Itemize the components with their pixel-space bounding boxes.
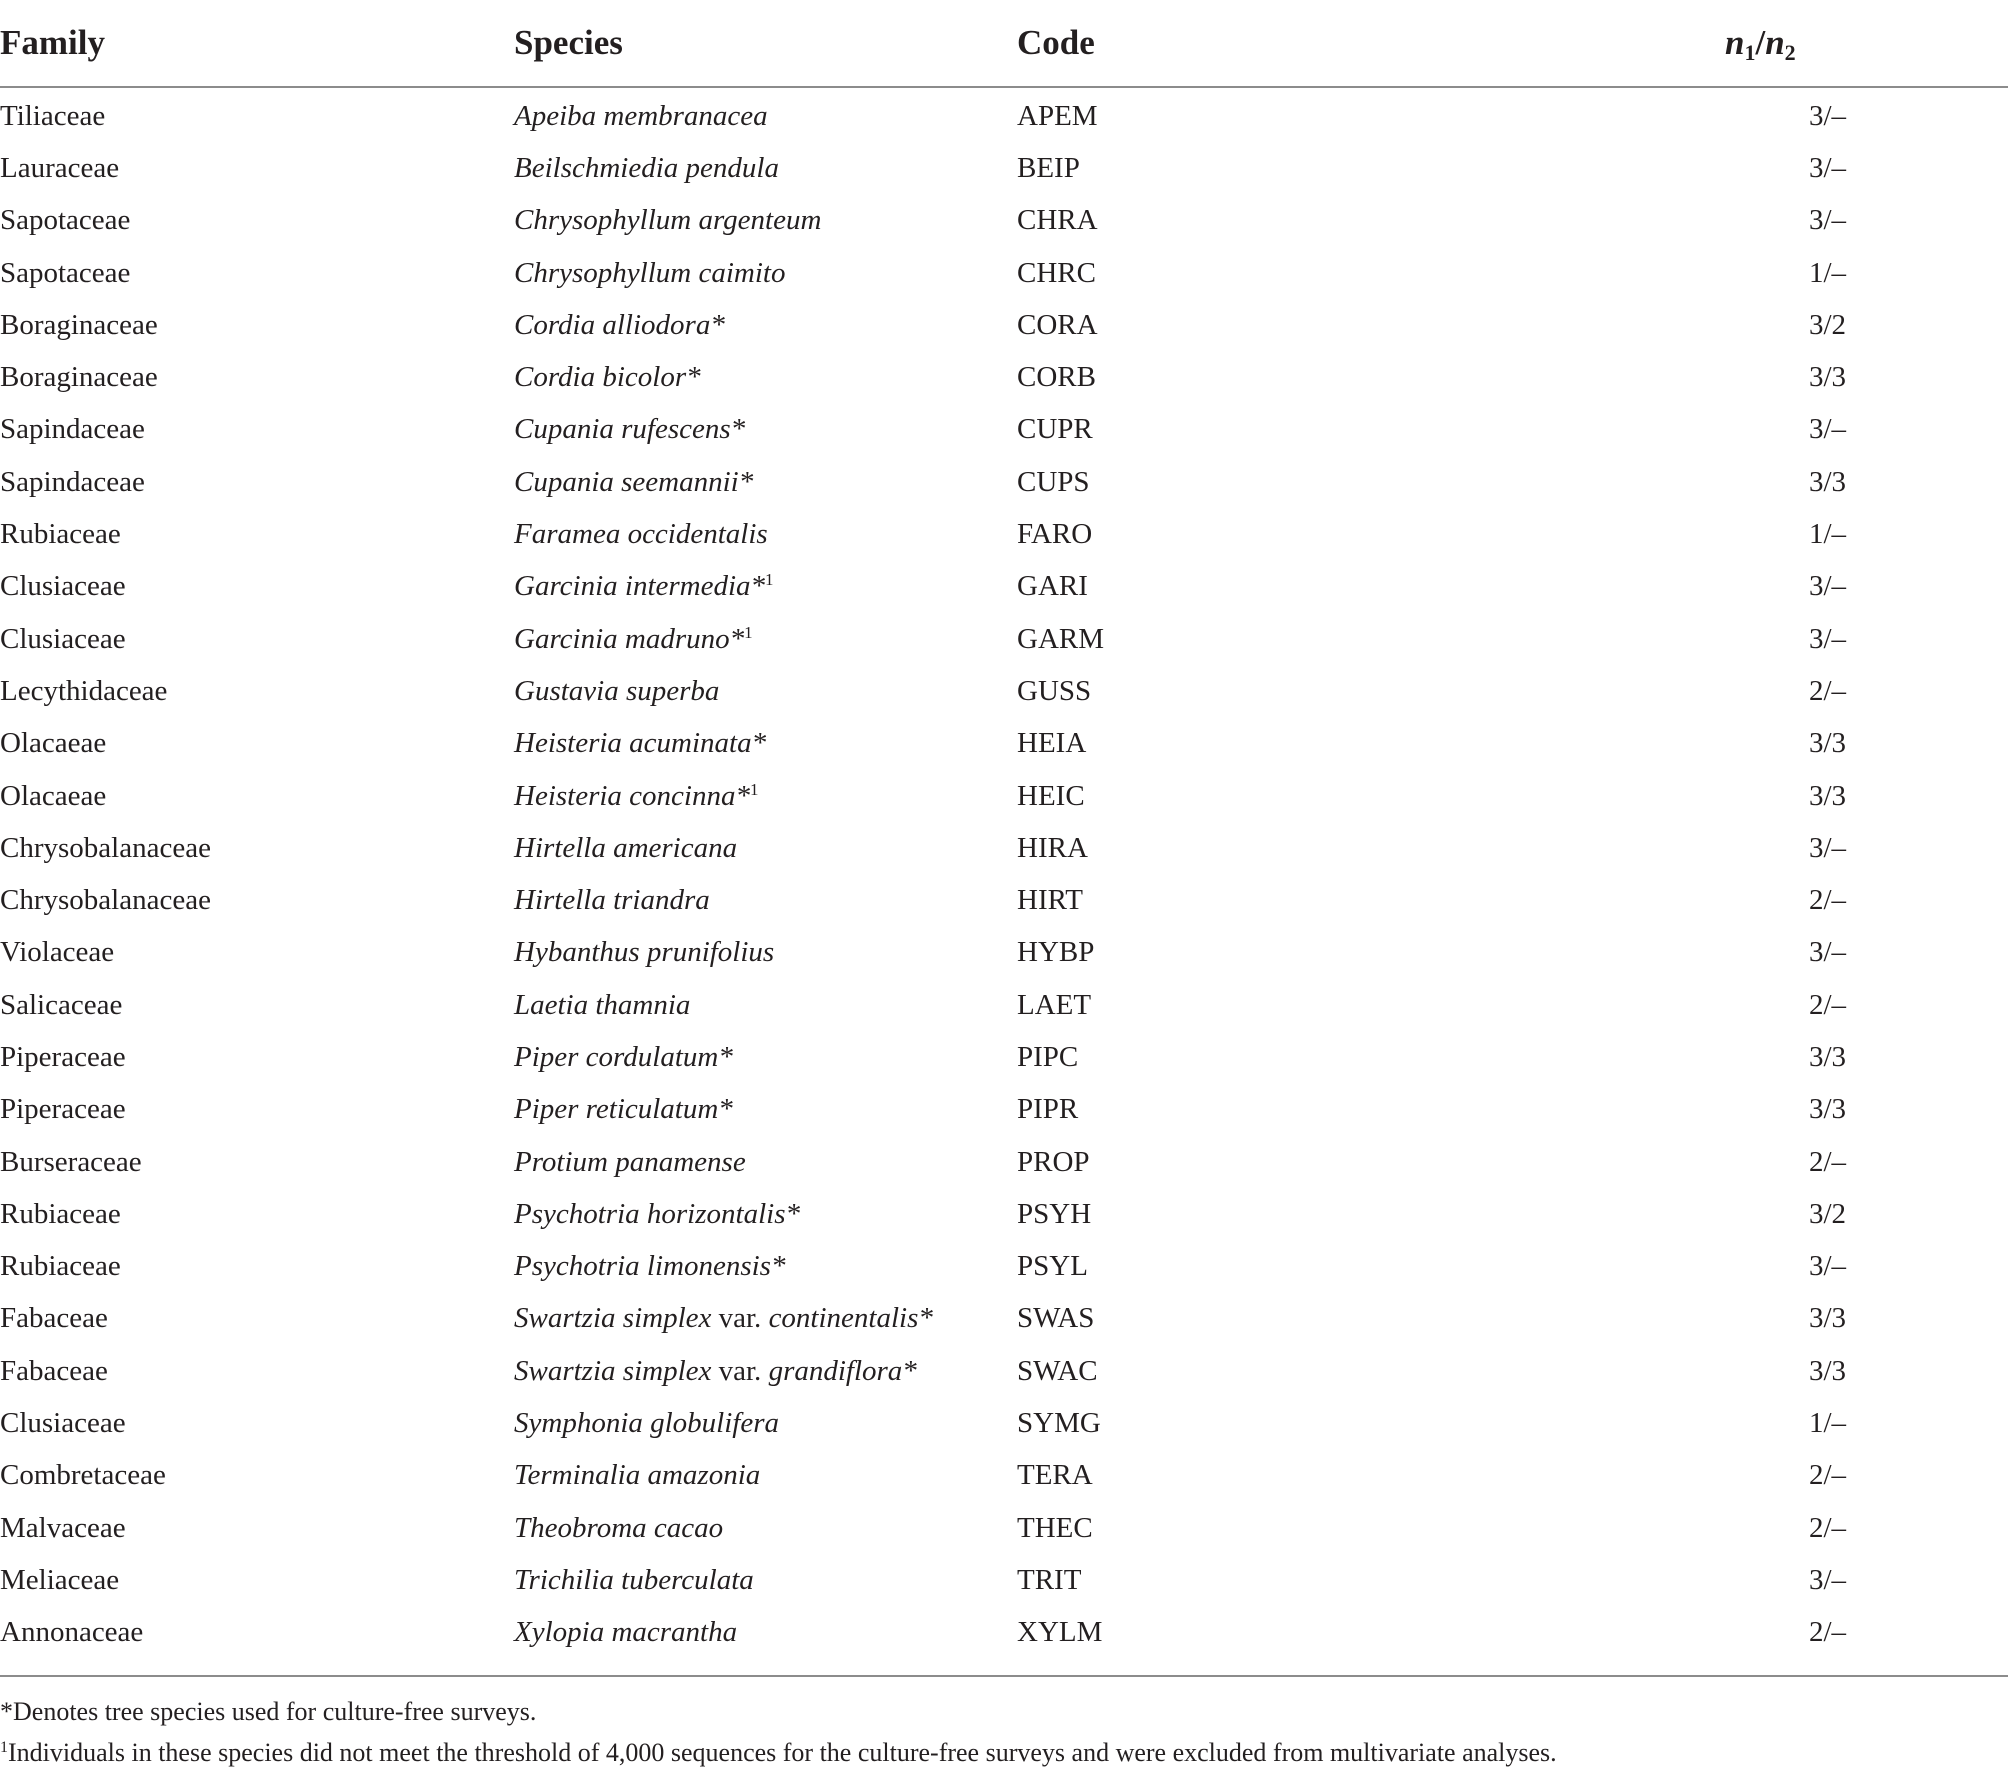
cell-family: Annonaceae [0,1616,144,1649]
cell-species [514,142,1017,194]
table-row [0,718,2008,770]
species-rank-var: var. [718,1354,762,1387]
cell-family: Sapindaceae [0,413,145,446]
species-name-part: Swartzia simplex [514,1302,719,1335]
cell-code: HYBP [1017,936,1095,969]
cell-family: Tiliaceae [0,99,106,132]
cell-species [514,927,1017,979]
table-body [0,87,2008,1669]
footnote-star: *Denotes tree species used for culture-free surveys. [0,1696,537,1726]
species-footnote-mark: 1 [749,779,759,799]
species-name: Heisteria acuminata* [514,727,767,760]
species-name: Cupania seemannii* [514,465,754,498]
cell-species [514,1031,1017,1083]
footnotes [0,1677,2008,1773]
cell-family: Clusiaceae [0,1407,126,1440]
table-row [0,247,2008,299]
cell-species [514,665,1017,717]
cell-species [514,404,1017,456]
cell-family: Lauraceae [0,151,120,184]
cell-n-ratio: 3/2 [1808,1197,1847,1230]
table-row [0,1293,2008,1345]
cell-family: Piperaceae [0,1093,126,1126]
cell-n-ratio: 2/– [1808,884,1847,917]
cell-code: SYMG [1017,1407,1101,1440]
table-row [0,1450,2008,1502]
cell-code: SWAC [1017,1354,1098,1387]
header-n-ratio [1647,0,2008,87]
table-row [0,508,2008,560]
cell-family: Olacaeae [0,727,107,760]
species-name: Trichilia tuberculata [514,1563,754,1596]
species-name: Piper cordulatum* [514,1040,733,1073]
cell-family: Olacaeae [0,779,107,812]
cell-family: Piperaceae [0,1040,126,1073]
species-name: Laetia thamnia [514,988,691,1021]
cell-species [514,1293,1017,1345]
cell-family: Rubiaceae [0,1197,121,1230]
species-name: Hirtella triandra [514,884,710,917]
table-header-row [0,0,2008,87]
species-name: Beilschmiedia pendula [514,151,779,184]
footnote-one [0,1732,2008,1773]
species-name: Terminalia amazonia [514,1459,761,1492]
species-name: Cordia bicolor* [514,361,701,394]
header-n2-subscript: 2 [1784,40,1796,65]
cell-code: CORA [1017,308,1098,341]
cell-family: Clusiaceae [0,570,126,603]
cell-species [514,1188,1017,1240]
cell-n-ratio: 3/3 [1808,1040,1847,1073]
cell-family: Lecythidaceae [0,674,168,707]
cell-code: BEIP [1017,151,1080,184]
table-row [0,1136,2008,1188]
species-name: Hybanthus prunifolius [514,936,775,969]
table-row [0,927,2008,979]
cell-n-ratio: 3/– [1808,570,1847,603]
cell-code: CHRC [1017,256,1096,289]
table-row [0,456,2008,508]
cell-family: Meliaceae [0,1563,120,1596]
cell-species [514,1502,1017,1554]
cell-code: SWAS [1017,1302,1095,1335]
cell-species [514,247,1017,299]
cell-species [514,770,1017,822]
cell-n-ratio: 3/– [1808,831,1847,864]
species-footnote-mark: 1 [765,570,774,590]
cell-code: PIPR [1017,1093,1079,1126]
table-row [0,1554,2008,1606]
header-n-slash: / [1755,23,1766,62]
cell-species [514,1241,1017,1293]
species-name: Hirtella americana [514,831,738,864]
table-row [0,979,2008,1031]
cell-family: Salicaceae [0,988,123,1021]
cell-family: Chrysobalanaceae [0,831,211,864]
species-name: Faramea occidentalis [514,518,768,551]
cell-code: HIRT [1017,884,1083,917]
cell-family: Fabaceae [0,1354,108,1387]
cell-code: THEC [1017,1511,1093,1544]
cell-code: TERA [1017,1459,1093,1492]
cell-n-ratio: 3/3 [1808,465,1847,498]
table-row [0,87,2008,142]
cell-family: Burseraceae [0,1145,142,1178]
cell-species [514,1450,1017,1502]
table-row [0,1241,2008,1293]
cell-n-ratio: 2/– [1808,988,1847,1021]
cell-species [514,718,1017,770]
table-row [0,1502,2008,1554]
table-row [0,1607,2008,1669]
header-family: Family [0,0,514,87]
cell-code: TRIT [1017,1563,1082,1596]
cell-n-ratio: 2/– [1808,1145,1847,1178]
species-name: Chrysophyllum argenteum [514,204,822,237]
species-name: Cupania rufescens* [514,413,746,446]
cell-family: Sapotaceae [0,256,131,289]
cell-species [514,1554,1017,1606]
species-name-part: continentalis* [761,1302,933,1335]
cell-code: LAET [1017,988,1092,1021]
species-rank-var: var. [718,1302,762,1335]
species-name: Psychotria horizontalis* [514,1197,800,1230]
species-name: Symphonia globulifera [514,1407,780,1440]
cell-family: Boraginaceae [0,361,158,394]
cell-n-ratio: 3/– [1808,1250,1847,1283]
cell-n-ratio: 3/– [1808,204,1847,237]
cell-family: Combretaceae [0,1459,166,1492]
cell-code: PSYH [1017,1197,1092,1230]
species-name: Piper reticulatum* [514,1093,733,1126]
cell-family: Fabaceae [0,1302,108,1335]
species-name: Xylopia macrantha [514,1616,738,1649]
cell-n-ratio: 3/2 [1808,308,1847,341]
cell-species [514,299,1017,351]
cell-family: Malvaceae [0,1511,126,1544]
cell-code: PIPC [1017,1040,1079,1073]
cell-code: HEIC [1017,779,1085,812]
table-row [0,142,2008,194]
table-row [0,1397,2008,1449]
species-footnote-mark: 1 [744,622,753,642]
table-row [0,665,2008,717]
species-name: Psychotria limonensis* [514,1250,786,1283]
cell-species [514,613,1017,665]
table-row [0,1031,2008,1083]
cell-family: Sapindaceae [0,465,145,498]
cell-n-ratio: 3/3 [1808,361,1847,394]
cell-n-ratio: 1/– [1808,518,1847,551]
cell-n-ratio: 2/– [1808,1459,1847,1492]
header-species: Species [514,0,1017,87]
cell-family: Rubiaceae [0,1250,121,1283]
cell-species [514,1136,1017,1188]
table-row [0,1188,2008,1240]
cell-n-ratio: 3/– [1808,622,1847,655]
cell-code: PROP [1017,1145,1090,1178]
header-code: Code [1017,0,1647,87]
table-row [0,822,2008,874]
species-name-part: Swartzia simplex [514,1354,719,1387]
cell-code: APEM [1017,99,1098,132]
cell-family: Clusiaceae [0,622,126,655]
cell-code: HIRA [1017,831,1088,864]
cell-species [514,456,1017,508]
cell-species [514,351,1017,403]
header-n1-symbol: n [1725,23,1745,62]
species-name: Cordia alliodora* [514,308,725,341]
table-row [0,299,2008,351]
cell-n-ratio: 2/– [1808,1616,1847,1649]
cell-species [514,874,1017,926]
cell-n-ratio: 3/3 [1808,779,1847,812]
species-name: Protium panamense [514,1145,746,1178]
species-name: Heisteria concinna* [514,779,750,812]
header-n1-subscript: 1 [1744,40,1756,65]
cell-species [514,1397,1017,1449]
cell-species [514,87,1017,142]
cell-n-ratio: 3/3 [1808,1302,1847,1335]
species-name: Apeiba membranacea [514,99,768,132]
cell-code: CHRA [1017,204,1098,237]
cell-n-ratio: 3/– [1808,1563,1847,1596]
table-row [0,561,2008,613]
cell-n-ratio: 3/3 [1808,727,1847,760]
cell-species [514,822,1017,874]
cell-n-ratio: 3/3 [1808,1093,1847,1126]
cell-family: Violaceae [0,936,115,969]
table-row [0,195,2008,247]
species-name: Chrysophyllum caimito [514,256,786,289]
species-name: Gustavia superba [514,674,720,707]
cell-n-ratio: 3/– [1808,151,1847,184]
cell-species [514,508,1017,560]
cell-family: Rubiaceae [0,518,121,551]
cell-n-ratio: 3/– [1808,413,1847,446]
cell-code: HEIA [1017,727,1087,760]
cell-code: CORB [1017,361,1096,394]
cell-n-ratio: 2/– [1808,674,1847,707]
cell-species [514,1345,1017,1397]
cell-species [514,195,1017,247]
cell-code: FARO [1017,518,1093,551]
header-n2-symbol: n [1765,23,1785,62]
species-name-part: grandiflora* [761,1354,917,1387]
cell-code: PSYL [1017,1250,1088,1283]
table-row [0,770,2008,822]
cell-species [514,561,1017,613]
footnote-one-text: Individuals in these species did not meet the threshold of 4,000 sequences for the culture-free surveys and were excluded from multivariate analyses. [8,1737,1557,1767]
cell-n-ratio: 1/– [1808,256,1847,289]
table-row [0,874,2008,926]
cell-species [514,979,1017,1031]
cell-n-ratio: 3/– [1808,936,1847,969]
cell-n-ratio: 3/3 [1808,1354,1847,1387]
table-row [0,351,2008,403]
cell-code: CUPS [1017,465,1090,498]
species-name: Garcinia madruno* [514,622,745,655]
cell-species [514,1084,1017,1136]
table-row [0,1345,2008,1397]
species-name: Theobroma cacao [514,1511,724,1544]
cell-species [514,1607,1017,1669]
table-row [0,1084,2008,1136]
footnote-one-mark: 1 [0,1738,8,1756]
cell-code: GARI [1017,570,1088,603]
cell-code: XYLM [1017,1616,1103,1649]
table-row [0,613,2008,665]
cell-n-ratio: 2/– [1808,1511,1847,1544]
cell-code: CUPR [1017,413,1093,446]
cell-family: Chrysobalanaceae [0,884,211,917]
cell-n-ratio: 1/– [1808,1407,1847,1440]
cell-family: Boraginaceae [0,308,158,341]
cell-n-ratio: 3/– [1808,99,1847,132]
cell-family: Sapotaceae [0,204,131,237]
table-row [0,404,2008,456]
cell-code: GUSS [1017,674,1092,707]
cell-code: GARM [1017,622,1105,655]
species-name: Garcinia intermedia* [514,570,766,603]
